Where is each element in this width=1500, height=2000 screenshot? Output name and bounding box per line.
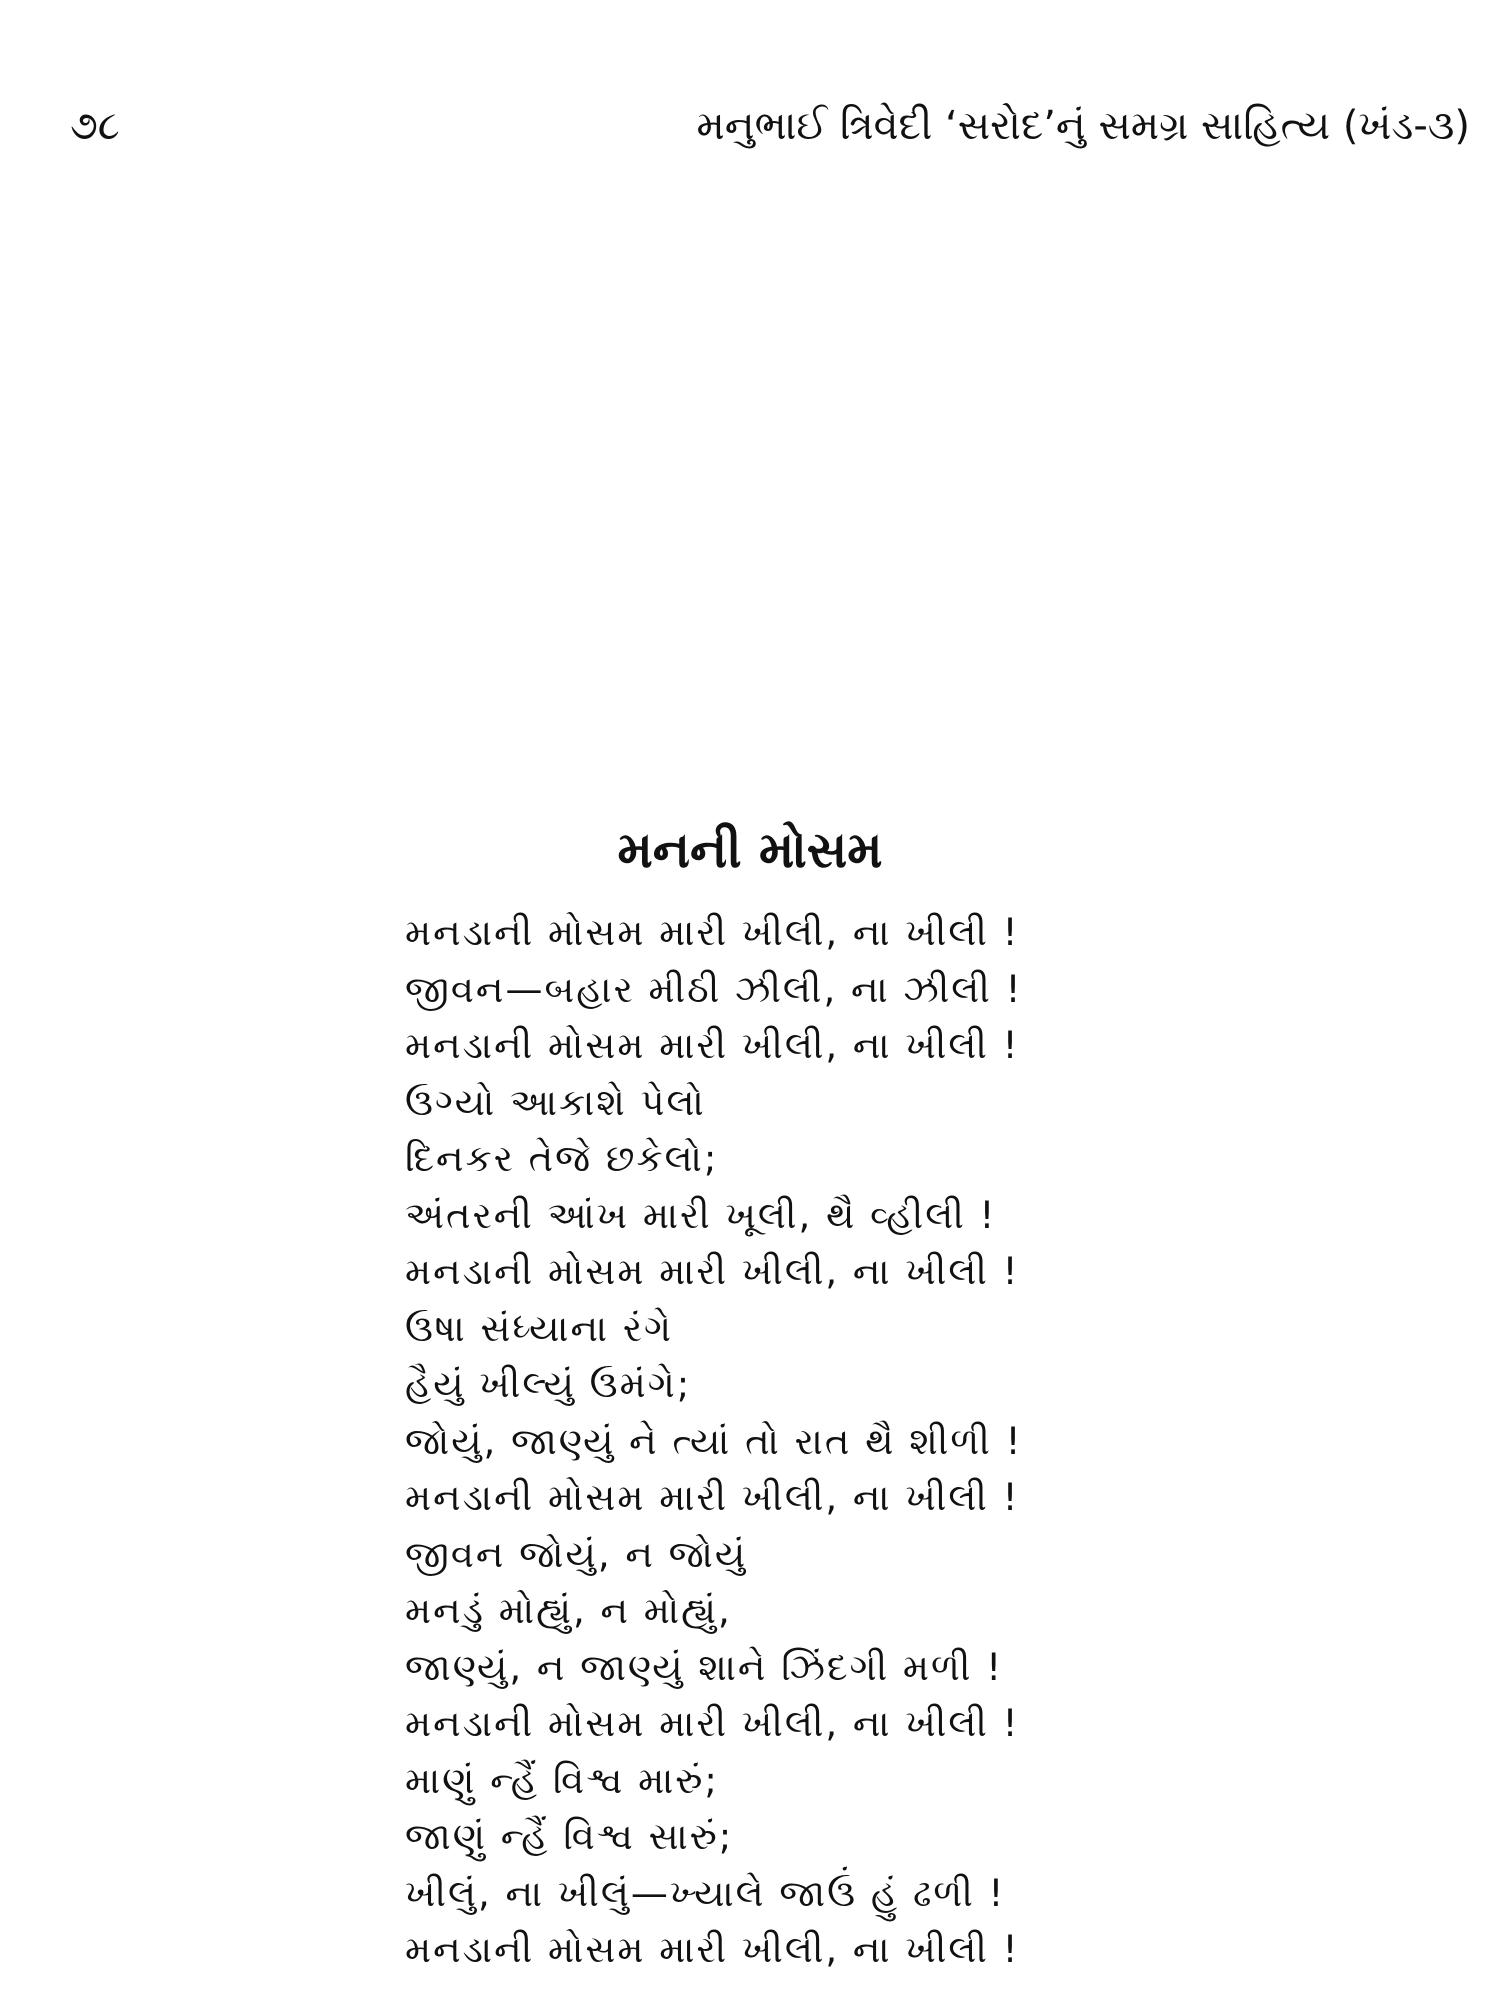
poem-title: મનની મોસમ: [617, 821, 883, 879]
poem-line: મનડાની મોસમ મારી ખીલી, ના ખીલી !: [405, 1928, 1020, 1971]
poem-line: મનડાની મોસમ મારી ખીલી, ના ખીલી !: [405, 1702, 1020, 1745]
poem-line: ઉષા સંધ્યાના રંગે: [405, 1306, 674, 1350]
poem-line: હૈયું ખીલ્યું ઉમંગે;: [405, 1363, 692, 1406]
poem-line: ખીલું, ના ખીલું—ખ્યાલે જાઉં હું ઢળી !: [405, 1871, 1006, 1915]
page-header: [70, 96, 1470, 156]
running-title: મનુભાઈ ત્રિવેદી ‘સરોદ’નું સમગ્ર સાહિત્ય (ખંડ-૩): [696, 103, 1470, 149]
poem-line: જીવન—બહાર મીઠી ઝીલી, ના ઝીલી !: [405, 967, 1023, 1011]
poem-line: મનડાની મોસમ મારી ખીલી, ના ખીલી !: [405, 1024, 1020, 1067]
poem-line: જાણું ન્હૈં વિશ્વ સારું;: [405, 1815, 734, 1858]
poem-line: જીવન જોયું, ન જોયું: [405, 1532, 748, 1576]
poem-line: ઉગ્યો આકાશે પેલો: [405, 1080, 706, 1124]
poem-line: મનડાની મોસમ મારી ખીલી, ના ખીલી !: [405, 1476, 1020, 1519]
poem-line: જોયું, જાણ્યું ને ત્યાં તો રાત થૈ શીળી !: [405, 1419, 1023, 1463]
poem-line: જાણ્યું, ન જાણ્યું શાને ઝિંદગી મળી !: [405, 1645, 1004, 1689]
page-number: ૭૮: [70, 103, 120, 149]
poem-line: માણું ન્હૈં વિશ્વ મારું;: [405, 1758, 719, 1802]
poem-line: મનડું મોહ્યું, ન મોહ્યું,: [405, 1589, 732, 1632]
poem-line: મનડાની મોસમ મારી ખીલી, ના ખીલી !: [405, 1250, 1020, 1293]
poem-line: દિનકર તેજે છકેલો;: [405, 1137, 719, 1180]
poem-body: [405, 905, 1465, 1979]
poem-line: અંતરની આંખ મારી ખૂલી, થૈ વ્હીલી !: [405, 1193, 997, 1237]
poem-line: મનડાની મોસમ મારી ખીલી, ના ખીલી !: [405, 911, 1020, 954]
